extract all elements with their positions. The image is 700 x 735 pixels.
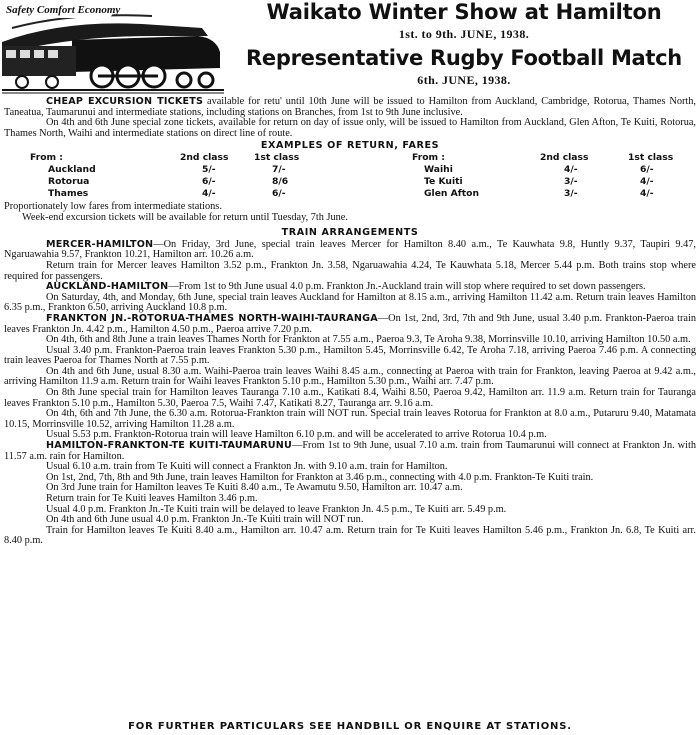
te-kuiti-paragraph — [4, 441, 696, 462]
te-kuiti-text: —From 1st to 9th June, usual 7.10 a.m. train from Taumarunui will connect at Frankton Jn. with 11.57 a.m. rain for Hamilton. — [4, 440, 696, 462]
train-heading: TRAIN ARRANGEMENTS — [281, 227, 419, 239]
not-run-paragraph: On 4th and 6th June usual 4.0 p.m. Frankton Jn.-Te Kuiti train will NOT run. — [46, 514, 364, 526]
fare-first: 4/- — [640, 187, 654, 199]
mercer-hamilton-paragraph — [4, 240, 696, 261]
page-title: Waikato Winter Show at Hamilton — [266, 0, 662, 24]
intro-paragraph — [4, 97, 696, 118]
auckland-special-paragraph: On Saturday, 4th, and Monday, 6th June, special train leaves Auckland for Hamilton at 8.15 a.m., arriving Hamilton 11.42 a.m. Return train leaves Hamilton 6.35 p.m., Frankton 6.50, arriving Auckland 10.8 p.m. — [4, 291, 696, 314]
fare-second: 4/- — [202, 187, 216, 199]
notice-body — [4, 97, 696, 547]
mercer-return-paragraph: Return train for Mercer leaves Hamilton 3.52 p.m., Frankton Jn. 3.58, Ngaruawahia 4.24, Te Kauwhata 5.18, Mercer 5.44 p.m. Both trains stop where required for passengers. — [4, 259, 696, 282]
fares-1st-header-right: 1st class — [628, 151, 674, 163]
fare-second: 3/- — [564, 187, 578, 199]
match-date: 6th. JUNE, 1938. — [417, 73, 511, 87]
te-kuiti-lead: HAMILTON-FRANKTON-TE KUITI-TAUMARUNU — [46, 440, 293, 452]
fares-2nd-header-right: 2nd class — [540, 151, 589, 163]
paeroa-train-paragraph: Usual 3.40 p.m. Frankton-Paeroa train leaves Frankton 5.30 p.m., Hamilton 5.45, Morrinsville 6.42, Te Aroha 7.18, arriving Paeroa 7.46 p.m. A connecting train leaves Paeroa for Thames North at 7.55 p.m. — [4, 344, 696, 367]
fare-place: Te Kuiti — [424, 175, 463, 187]
fare-second: 5/- — [202, 163, 216, 175]
fares-from-label-left: From : — [30, 151, 63, 163]
zone-tickets-paragraph: On 4th and 6th June special zone tickets, available for return on day of issue only, will be issued to Hamilton from Auckland, Glen Afton, Te Kuiti, Rotorua, Thames North, Waihi and intermediate stations on direct line of route. — [4, 117, 696, 139]
fare-place: Waihi — [424, 163, 453, 175]
fare-place: Thames — [48, 187, 89, 199]
fares-table — [4, 153, 696, 207]
fare-second: 6/- — [202, 175, 216, 187]
fare-second: 4/- — [564, 163, 578, 175]
fare-first: 6/- — [640, 163, 654, 175]
intro-text: available for retu' until 10th June will be issued to Hamilton from Auckland, Cambridge, Rotorua, Thames North, Taneatua, Taumarunui and intermediate stations, including stations on Branches, from 1st to 9th June inclusive. — [4, 96, 697, 118]
frankton-rotorua-paragraph: Usual 5.53 p.m. Frankton-Rotorua train will leave Hamilton 6.10 p.m. and will be accelerated to arrive Rotorua 10.4 p.m. — [46, 429, 547, 441]
auckland-hamilton-text: —From 1st to 9th June usual 4.0 p.m. Frankton Jn.-Auckland train will stop where required to set down passengers. — [168, 281, 646, 293]
footer-notice: FOR FURTHER PARTICULARS SEE HANDBILL OR ENQUIRE AT STATIONS. — [128, 721, 572, 732]
te-kuiti-return-paragraph: Return train for Te Kuiti leaves Hamilton 3.46 p.m. — [46, 493, 258, 504]
fare-second: 3/- — [564, 175, 578, 187]
thames-north-paragraph: On 4th, 6th and 8th June a train leaves Thames North for Frankton at 7.55 a.m., Paeroa 9.3, Te Aroha 9.38, Morrinsville 10.10, arriving Hamilton 10.50 a.m. — [46, 334, 691, 346]
auckland-hamilton-lead: AUCKLAND-HAMILTON — [46, 281, 169, 293]
fare-first: 6/- — [272, 187, 286, 199]
tauranga-special-paragraph: On 8th June special train for Hamilton leaves Tauranga 7.10 a.m., Katikati 8.4, Waihi 8.50, Paeroa 9.42, Hamilton arr. 11.9 a.m. Return train for Tauranga leaves Frankton 5.10 p.m., Hamilton 5.30, Paeroa 7.5, Waihi 7.47, Katikati 8.27, Tauranga arr. 9.16 a.m. — [4, 387, 696, 409]
fares-heading: EXAMPLES OF RETURN, FARES — [260, 140, 440, 152]
frankton-tauranga-text: —On 1st, 2nd, 3rd, 7th and 9th June, usual 3.40 p.m. Frankton-Paeroa train leaves Frankton Jn. 4.42 p.m., Hamilton 4.50 p.m., Paeroa arrive 7.20 p.m. — [4, 312, 696, 335]
page-subtitle: Representative Rugby Football Match — [246, 46, 682, 70]
fare-first: 4/- — [640, 175, 654, 187]
te-kuiti-train-paragraph: Train for Hamilton leaves Te Kuiti 8.40 a.m., Hamilton arr. 10.47 a.m. Return train for Te Kuiti leaves Hamilton 5.46 p.m., Frankton Jn. 6.8, Te Kuiti arr. 8.40 p.m. — [4, 524, 696, 547]
locomotive-logo — [2, 2, 224, 94]
fares-note-weekend: Week-end excursion tickets will be available for return until Tuesday, 7th June. — [22, 211, 348, 223]
show-dates: 1st. to 9th. JUNE, 1938. — [398, 27, 530, 41]
mercer-hamilton-text: —On Friday, 3rd June, special train leaves Mercer for Hamilton 8.40 a.m., Te Kauwhata 9.8, Huntly 9.37, Taupiri 9.47, Ngaruawahia 9.57, Frankton 10.21, Hamilton arr. 10.26 a.m. — [4, 238, 696, 261]
hamilton-frankton-paragraph: On 1st, 2nd, 7th, 8th and 9th June, train leaves Hamilton for Frankton at 3.46 p.m., connecting with 4.0 p.m. Frankton-Te Kuiti train. — [46, 471, 594, 483]
intro-lead: CHEAP EXCURSION TICKETS — [46, 96, 204, 107]
third-june-paragraph: On 3rd June train for Hamilton leaves Te Kuiti 8.40 a.m., Te Awamutu 9.50, Hamilton arr. 10.47 a.m. — [46, 482, 463, 494]
delayed-train-paragraph: Usual 4.0 p.m. Frankton Jn.-Te Kuiti train will be delayed to leave Frankton Jn. 4.5 p.m., Te Kuiti arr. 5.49 p.m. — [46, 503, 507, 515]
fares-from-label-right: From : — [412, 151, 445, 163]
logo-slogan: Safety Comfort Economy — [6, 4, 121, 16]
frankton-tauranga-paragraph — [4, 314, 696, 335]
fare-first: 8/6 — [272, 175, 289, 187]
waihi-paeroa-paragraph: On 4th and 6th June, usual 8.30 a.m. Waihi-Paeroa train leaves Waihi 8.45 a.m., connecting at Paeroa with train for Frankton, leaving Paeroa at 9.42 a.m., arriving Hamilton 11.9 a.m. Return train for Waihi leaves Frankton 5.10 p.m., Hamilton 5.30 p.m., Waihi arr. 7.47 p.m. — [4, 365, 696, 388]
fares-note-intermediate: Proportionately low fares from intermediate stations. — [4, 200, 222, 212]
frankton-tauranga-lead: FRANKTON JN.-ROTORUA-THAMES NORTH-WAIHI-TAURANGA — [46, 312, 378, 324]
fare-place: Rotorua — [48, 175, 90, 187]
rotorua-frankton-paragraph: On 4th, 6th and 7th June, the 6.30 a.m. Rotorua-Frankton train will NOT run. Special train leaves Rotorua for Frankton at 8.0 a.m., Putaruru 9.40, Matamata 10.15, Morrinsville 10.52, arriving Hamilton 11.28 a.m. — [4, 408, 696, 430]
fare-first: 7/- — [272, 163, 286, 175]
fare-place: Auckland — [48, 163, 96, 175]
te-kuiti-connect-paragraph: Usual 6.10 a.m. train from Te Kuiti will connect a Frankton Jn. with 9.10 a.m. train for Hamilton. — [46, 461, 448, 473]
mercer-hamilton-lead: MERCER-HAMILTON — [46, 238, 154, 250]
fares-1st-header-left: 1st class — [254, 151, 300, 163]
fares-2nd-header-left: 2nd class — [180, 151, 229, 163]
fare-place: Glen Afton — [424, 187, 480, 199]
